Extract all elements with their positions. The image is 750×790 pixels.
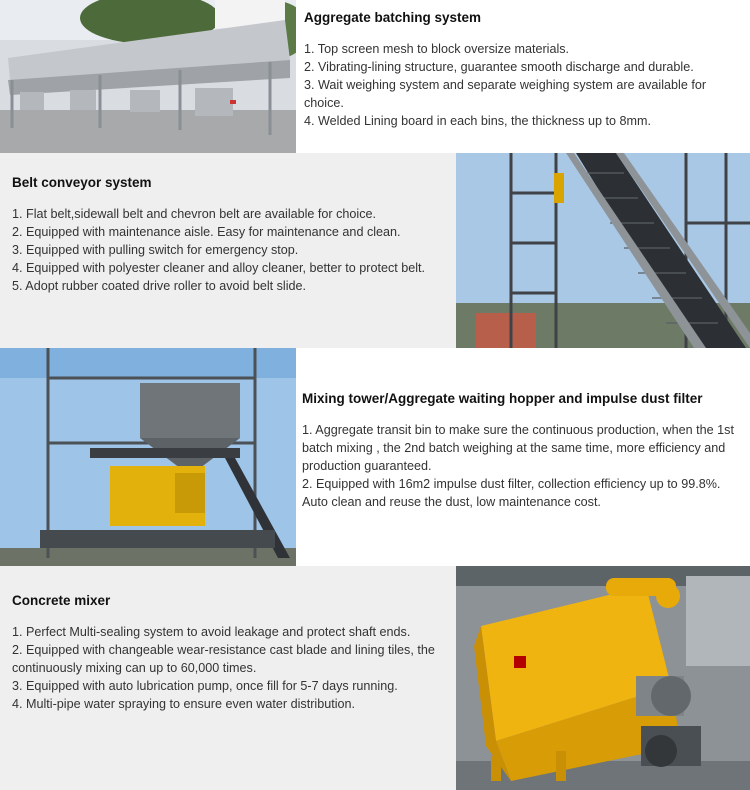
feature-list [12,623,452,713]
feature-list [304,40,746,130]
section-title: Belt conveyor system [12,175,152,190]
section-title: Aggregate batching system [304,10,482,25]
belt-conveyor-text [12,175,452,295]
list-item: 2. Equipped with maintenance aisle. Easy for maintenance and clean. [12,225,401,239]
aggregate-batching-photo [0,0,296,153]
list-item: 1. Aggregate transit bin to make sure the continuous production, when the 1st batch mixing , the 2nd batch weighing at the same time, more efficiency and production guaranteed. [302,423,734,473]
mixing-tower-text [302,391,748,511]
list-item: 4. Equipped with polyester cleaner and alloy cleaner, better to protect belt. [12,261,426,275]
list-item: 1. Perfect Multi-sealing system to avoid leakage and protect shaft ends. [12,625,411,639]
section-title: Concrete mixer [12,593,111,608]
section-belt-conveyor [0,153,750,348]
belt-conveyor-photo [456,153,750,348]
list-item: 4. Multi-pipe water spraying to ensure even water distribution. [12,697,356,711]
mixing-tower-photo [0,348,296,566]
list-item: 5. Adopt rubber coated drive roller to avoid belt slide. [12,279,307,293]
section-title: Mixing tower/Aggregate waiting hopper and impulse dust filter [302,391,703,406]
list-item: 3. Equipped with pulling switch for emergency stop. [12,243,299,257]
section-aggregate-batching [0,0,750,153]
list-item: 2. Equipped with changeable wear-resistance cast blade and lining tiles, the continuously mixing can up to 60,000 times. [12,643,435,675]
list-item: 1. Flat belt,sidewall belt and chevron belt are available for choice. [12,207,377,221]
aggregate-batching-text [304,10,746,130]
section-mixing-tower [0,348,750,566]
concrete-mixer-text [12,593,452,713]
list-item: 3. Wait weighing system and separate weighing system are available for choice. [304,78,707,110]
section-concrete-mixer [0,566,750,790]
feature-list [12,205,452,295]
list-item: 2. Equipped with 16m2 impulse dust filter, collection efficiency up to 99.8%. Auto clean and reuse the dust, low maintenance cost. [302,477,721,509]
feature-list [302,421,748,511]
list-item: 4. Welded Lining board in each bins, the thickness up to 8mm. [304,114,651,128]
list-item: 2. Vibrating-lining structure, guarantee smooth discharge and durable. [304,60,694,74]
list-item: 1. Top screen mesh to block oversize materials. [304,42,570,56]
list-item: 3. Equipped with auto lubrication pump, once fill for 5-7 days running. [12,679,398,693]
concrete-mixer-photo [456,566,750,790]
